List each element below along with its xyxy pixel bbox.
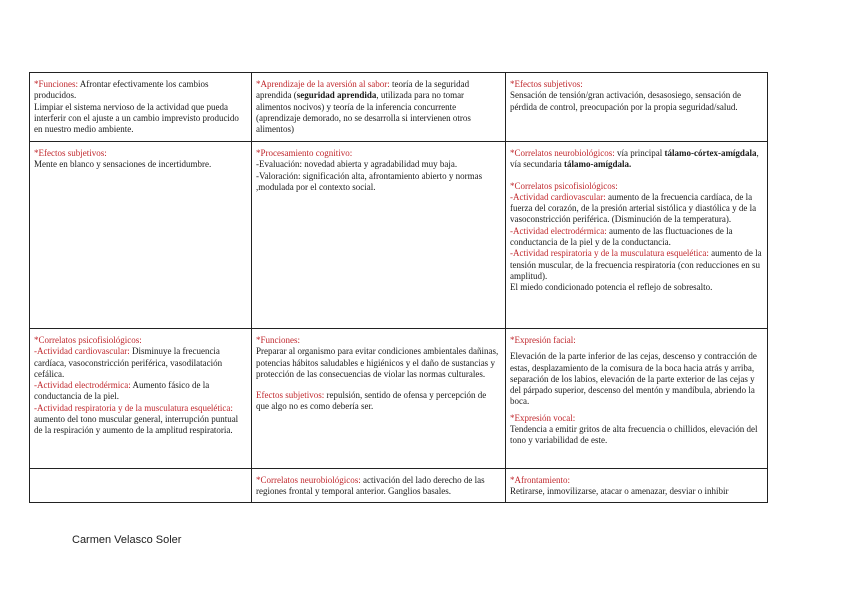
cell-text: Tendencia a emitir gritos de alta frecuencia o chillidos, elevación del tono y variabilidad de este.: [510, 424, 758, 446]
cell-heading: *Expresión vocal:: [510, 412, 576, 423]
cell-heading: *Procesamiento cognitivo:: [256, 148, 353, 158]
cell-heading: *Afrontamiento:: [510, 475, 570, 485]
cell-text: Elevación de la parte inferior de las cejas, descenso y contracción de estas, desplazamiento de la comisura de la boca hacia atrás y arriba, separación de los labios, elevación de la parte exterior de las cejas y del párpado superior, descenso del mentón y mandíbula, abriendo la boca.: [510, 351, 757, 407]
cell-text: , vía secundaria: [510, 148, 759, 170]
cell-coping: [506, 469, 768, 503]
cell-heading: *Correlatos neurobiológicos:: [510, 148, 615, 158]
cell-text: vía principal: [616, 148, 663, 158]
cell-subheading: -Actividad electrodérmica:: [510, 225, 607, 236]
cell-heading: *Expresión facial:: [510, 335, 576, 345]
cell-text: aumento de la frecuencia cardíaca, de la fuerza del corazón, de la presión arterial sistólica y diastólica y de la vasoconstricción periférica. (Disminución de la temperatura).: [510, 191, 757, 225]
cell-heading: *Efectos subjetivos:: [510, 79, 583, 89]
cell-subjective-effects-r2: [30, 142, 252, 329]
cell-text: , utilizada para no tomar alimentos nocivos) y teoría de la inferencia concurrente (aprendizaje demorado, no se desarrolla si intervienen otros alimentos): [256, 90, 471, 135]
cell-heading: *Correlatos neurobiológicos:: [256, 475, 361, 485]
cell-text: teoría de la seguridad aprendida (: [256, 79, 470, 101]
table-row: [30, 469, 768, 503]
cell-neuro-psycho-correlates: [506, 142, 768, 329]
cell-text: Disminuye la frecuencia cardíaca, vasoconstricción periférica, vasodilatación cefálica.: [34, 346, 223, 379]
cell-text: El miedo condicionado potencia el reflejo de sobresalto.: [510, 282, 713, 293]
cell-text: aumento de la tensión muscular, de la frecuencia respiratoria (con reducciones en su amplitud).: [510, 248, 762, 281]
cell-cognitive-processing: [252, 142, 506, 329]
emotions-table: [29, 72, 768, 503]
cell-facial-vocal-expression: [506, 329, 768, 469]
cell-subheading: -Actividad cardiovascular:: [510, 191, 606, 202]
cell-heading: Efectos subjetivos:: [256, 390, 325, 401]
cell-heading: *Funciones:: [34, 79, 78, 89]
cell-subheading: -Actividad respiratoria y de la musculatura esquelética:: [34, 402, 233, 413]
cell-heading: *Aprendizaje de la aversión al sabor:: [256, 79, 390, 89]
cell-subheading: -Actividad electrodérmica:: [34, 380, 131, 391]
cell-text: Mente en blanco y sensaciones de incertidumbre.: [34, 159, 212, 170]
cell-text: Aumento fásico de la conductancia de la piel.: [34, 380, 210, 402]
cell-text: repulsión, sentido de ofensa y percepción de que algo no es como debería ser.: [256, 390, 487, 412]
cell-bold-text: seguridad aprendida: [296, 90, 377, 101]
cell-heading: *Funciones:: [256, 335, 300, 345]
cell-functions-r3: [252, 329, 506, 469]
cell-psycho-correlates: [30, 329, 252, 469]
cell-empty: [30, 469, 252, 503]
cell-text: Limpiar el sistema nervioso de la actividad que pueda interferir con el ajuste a un cambio imprevisto producido en nuestro medio ambiente.: [34, 101, 239, 135]
cell-bold-text: tálamo-amígdala.: [563, 159, 632, 170]
cell-text: aumento del tono muscular general, interrupción puntual de la respiración y aumento de la amplitud respiratoria.: [34, 414, 239, 436]
table-row: [30, 329, 768, 469]
table-row: [30, 73, 768, 142]
cell-text: activación del lado derecho de las regiones frontal y temporal anterior. Ganglios basales.: [256, 475, 485, 497]
cell-neuro-correlates: [252, 469, 506, 503]
cell-heading: *Efectos subjetivos:: [34, 148, 107, 158]
cell-text: Afrontar efectivamente los cambios producidos.: [34, 79, 209, 101]
cell-subheading: -Actividad cardiovascular:: [34, 346, 130, 357]
cell-text: -Valoración: significación alta, afrontamiento abierto y normas ,modulada por el contexto social.: [256, 170, 483, 192]
author-name: Carmen Velasco Soler: [72, 534, 182, 546]
cell-subjective-effects-r1: [506, 73, 768, 142]
cell-heading: *Correlatos psicofisiológicos:: [510, 180, 618, 191]
cell-subheading: -Actividad respiratoria y de la musculatura esquelética:: [510, 248, 709, 259]
cell-text: Preparar al organismo para evitar condiciones ambientales dañinas, potencias hábitos saludables e higiénicos y el daño de sustancias y protección de las consecuencias de violar las normas culturales.: [256, 346, 499, 379]
cell-text: Sensación de tensión/gran activación, desasosiego, sensación de pérdida de control, preocupación por la propia seguridad/salud.: [510, 90, 741, 112]
cell-text: -Evaluación: novedad abierta y agradabilidad muy baja.: [256, 159, 458, 170]
cell-heading: *Correlatos psicofisiológicos:: [34, 335, 142, 345]
cell-bold-text: tálamo-córtex-amígdala: [664, 148, 757, 158]
cell-text: Retirarse, inmovilizarse, atacar o amenazar, desviar o inhibir: [510, 486, 729, 497]
table-row: [30, 142, 768, 329]
cell-text: aumento de las fluctuaciones de la conductancia de la piel y de la conductancia.: [510, 225, 733, 248]
cell-taste-aversion: [252, 73, 506, 142]
cell-functions-r1: [30, 73, 252, 142]
